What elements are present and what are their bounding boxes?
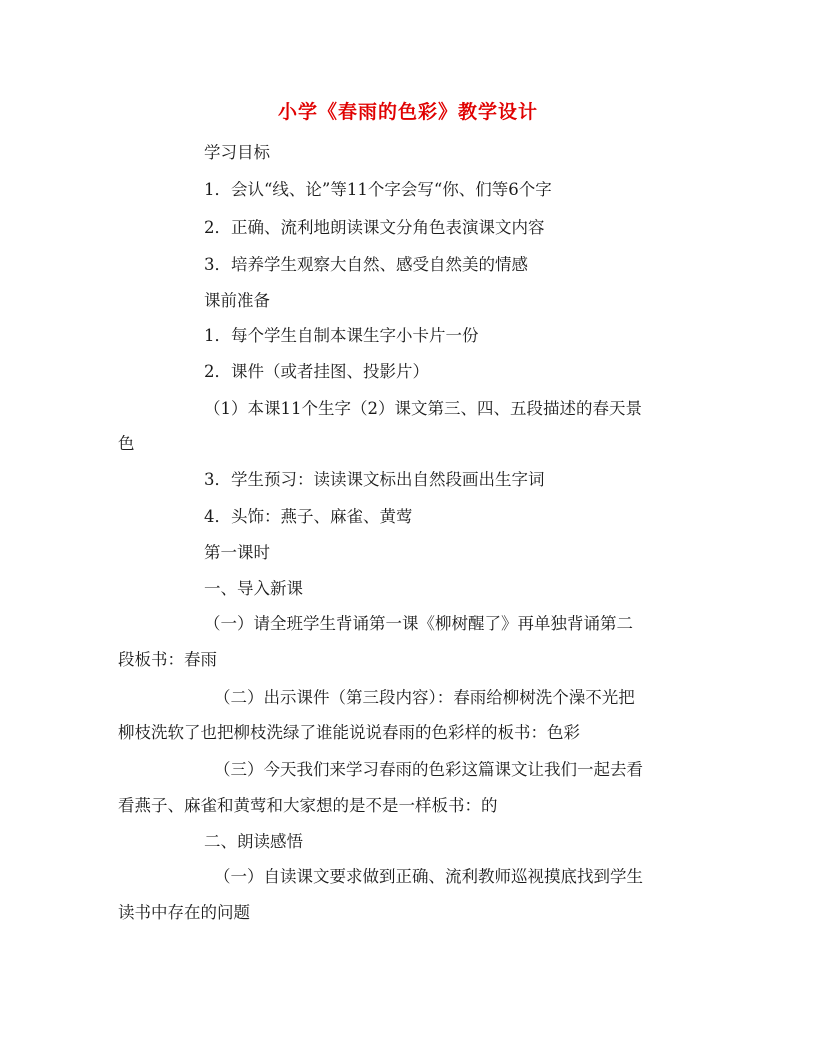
intro-step-1-line-2: 段板书：春雨: [118, 650, 217, 669]
preparation-item-2: 2．课件（或者挂图、投影片）: [204, 362, 429, 381]
preparation-item-1: 1．每个学生自制本课生字小卡片一份: [204, 326, 479, 345]
intro-step-1-line-1: （一）请全班学生背诵第一课《柳树醒了》再单独背诵第二: [204, 614, 633, 633]
preparation-subitem-line-2: 色: [118, 434, 135, 453]
section-heading-objectives: 学习目标: [204, 143, 270, 162]
intro-step-3-line-2: 看燕子、麻雀和黄莺和大家想的是不是一样板书：的: [118, 796, 498, 815]
section-heading-first-lesson: 第一课时: [204, 543, 270, 562]
preparation-item-3: 3．学生预习：读读课文标出自然段画出生字词: [204, 470, 545, 489]
section-heading-preparation: 课前准备: [204, 291, 270, 310]
objective-item-1: 1．会认“线、论”等11个字会写“你、们等6个字: [204, 180, 552, 199]
objective-item-3: 3．培养学生观察大自然、感受自然美的情感: [204, 255, 528, 274]
step-heading-introduction: 一、导入新课: [204, 579, 303, 598]
objective-item-2: 2．正确、流利地朗读课文分角色表演课文内容: [204, 218, 545, 237]
intro-step-3-line-1: （三）今天我们来学习春雨的色彩这篇课文让我们一起去看: [214, 760, 643, 779]
step-heading-reading: 二、朗读感悟: [204, 832, 303, 851]
intro-step-2-line-1: （二）出示课件（第三段内容）：春雨给柳树洗个澡不光把: [214, 688, 635, 707]
preparation-subitem-line-1: （1）本课11个生字（2）课文第三、四、五段描述的春天景: [204, 399, 642, 418]
document-title: 小学《春雨的色彩》教学设计: [277, 101, 538, 123]
preparation-item-4: 4．头饰：燕子、麻雀、黄莺: [204, 507, 413, 526]
reading-step-1-line-1: （一）自读课文要求做到正确、流利教师巡视摸底找到学生: [214, 867, 643, 886]
intro-step-2-line-2: 柳枝洗软了也把柳枝洗绿了谁能说说春雨的色彩样的板书：色彩: [118, 723, 580, 742]
reading-step-1-line-2: 读书中存在的问题: [118, 903, 250, 922]
